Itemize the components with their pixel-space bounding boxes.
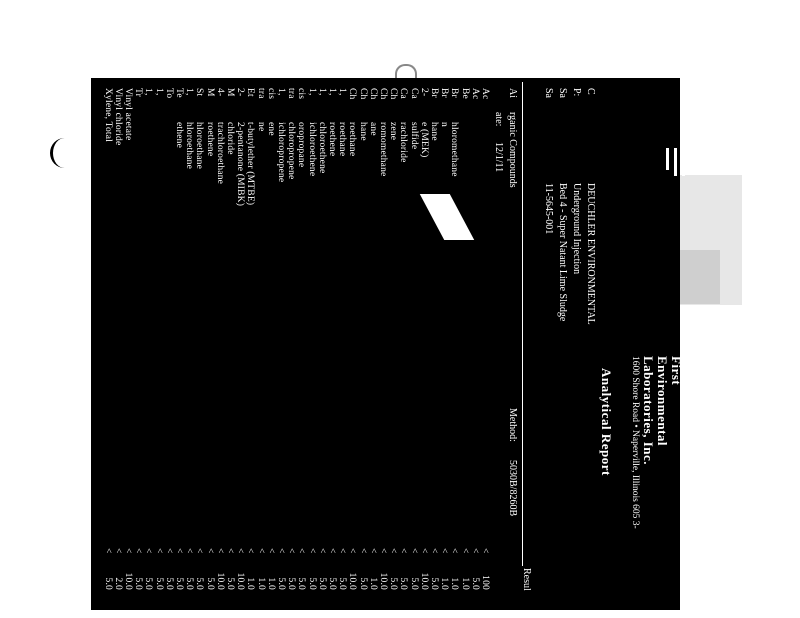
- compound-name-fragment: ne: [255, 122, 266, 132]
- result-qualifier: <: [469, 548, 480, 554]
- compound-name-prefix: 1,: [337, 88, 348, 96]
- result-value: 10.0: [378, 572, 388, 590]
- sample-id-value: Bed 4 - Super Natant Lime Sludge: [557, 183, 568, 322]
- compound-name-fragment: roethene: [327, 122, 337, 157]
- compound-name-prefix: Vinyl acetate: [123, 88, 133, 141]
- compound-name-fragment: zene: [388, 122, 399, 141]
- result-qualifier: <: [388, 548, 399, 554]
- compound-name-prefix: Ch: [388, 88, 399, 100]
- compound-name-prefix: 2-: [418, 88, 429, 97]
- sample-no-label: Sa: [543, 88, 554, 98]
- result-value: 5.0: [327, 577, 337, 590]
- result-qualifier: <: [133, 548, 144, 554]
- compound-name-prefix: Ch: [347, 88, 358, 100]
- lab-name-line-2: Environmental: [655, 356, 670, 447]
- compound-name-fragment: e (MEK): [418, 122, 429, 158]
- compound-name-fragment: chloride: [225, 122, 235, 155]
- compound-name-prefix: tra: [255, 88, 266, 99]
- result-value: 10.0: [123, 572, 133, 590]
- result-value: 1.0: [265, 577, 276, 590]
- result-value: 100: [480, 575, 490, 590]
- compound-name-fragment: roethene: [204, 122, 215, 157]
- compound-name-fragment: hane: [429, 122, 439, 141]
- result-qualifier: <: [398, 548, 409, 554]
- result-qualifier: <: [378, 548, 388, 554]
- result-qualifier: <: [367, 548, 378, 554]
- result-value: 5.0: [388, 577, 399, 590]
- compound-name-prefix: Ch: [378, 88, 388, 100]
- punch-hole-mark: [50, 138, 79, 168]
- header-divider: [522, 82, 523, 566]
- result-value: 5.0: [337, 577, 348, 590]
- compound-name-prefix: 1,: [306, 88, 317, 96]
- compound-name-prefix: Vinyl chloride: [112, 88, 123, 146]
- project-value: Underground Injection: [571, 183, 582, 275]
- result-qualifier: <: [153, 548, 164, 554]
- lab-name-line-1: First: [669, 356, 684, 386]
- result-value: 10.0: [214, 572, 225, 590]
- method-value: 5030B/8260B: [507, 460, 518, 517]
- compound-name-prefix: 2-: [235, 88, 246, 97]
- compound-name-prefix: Et: [245, 88, 256, 97]
- compound-name-prefix: cis: [265, 88, 276, 100]
- compound-name-prefix: Br: [449, 88, 460, 98]
- result-value: 5.0: [225, 577, 235, 590]
- result-value: 5.0: [102, 577, 113, 590]
- compound-name-fragment: rachloride: [398, 122, 409, 163]
- result-qualifier: <: [255, 548, 266, 554]
- result-value: 5.0: [174, 577, 184, 590]
- compound-name-fragment: hane: [357, 122, 368, 141]
- result-qualifier: <: [225, 548, 235, 554]
- compound-name-prefix: Tr: [133, 88, 144, 98]
- result-value: 5.0: [184, 577, 195, 590]
- analysis-label: Ai: [507, 88, 518, 98]
- result-value: 2.0: [112, 577, 123, 590]
- result-value: 5.0: [286, 577, 297, 590]
- compound-name-fragment: hloroethane: [194, 122, 205, 170]
- result-qualifier: <: [204, 548, 215, 554]
- project-label: P:: [571, 88, 582, 97]
- result-value: 5.0: [143, 577, 154, 590]
- compound-name-fragment: ichloroethene: [306, 122, 317, 177]
- compound-name-prefix: Ac: [469, 88, 480, 100]
- logo-mark-1: [682, 148, 685, 176]
- result-value: 5.0: [408, 577, 419, 590]
- compound-name-fragment: ethene: [174, 122, 184, 148]
- logo-mark-2: [674, 148, 677, 176]
- compound-name-fragment: ane: [367, 122, 378, 136]
- result-value: 1.0: [449, 577, 460, 590]
- result-value: 5.0: [133, 577, 144, 590]
- result-qualifier: <: [245, 548, 256, 554]
- result-qualifier: <: [143, 548, 154, 554]
- compound-name-prefix: tra: [286, 88, 297, 99]
- result-qualifier: <: [276, 548, 286, 554]
- sample-id-label: Sa: [557, 88, 568, 98]
- result-value: 5.0: [296, 577, 307, 590]
- result-value: 5.0: [429, 577, 439, 590]
- result-qualifier: <: [194, 548, 205, 554]
- result-qualifier: <: [316, 548, 327, 554]
- date-value: 12/1/11: [493, 142, 504, 173]
- result-value: 10.0: [347, 572, 358, 590]
- compound-name-fragment: ene: [265, 122, 276, 136]
- result-qualifier: <: [184, 548, 195, 554]
- lab-name-line-3: Laboratories, Inc.: [641, 356, 656, 466]
- compound-name-fragment: roethane: [347, 122, 358, 157]
- result-value: 5.0: [204, 577, 215, 590]
- compound-name-prefix: Ca: [398, 88, 409, 99]
- result-qualifier: <: [327, 548, 337, 554]
- result-qualifier: <: [449, 548, 460, 554]
- result-qualifier: <: [429, 548, 439, 554]
- result-qualifier: <: [296, 548, 307, 554]
- compound-name-fragment: hloroethane: [184, 122, 195, 170]
- compound-name-prefix: Ch: [367, 88, 378, 100]
- result-qualifier: <: [112, 548, 123, 554]
- result-qualifier: <: [286, 548, 297, 554]
- compound-name-fragment: oropropane: [296, 122, 307, 168]
- client-value: DEUCHLER ENVIRONMENTAL: [585, 183, 596, 325]
- compound-name-fragment: chloroethene: [316, 122, 327, 174]
- compound-name-prefix: 1,: [184, 88, 195, 96]
- lab-address: 1600 Shore Road • Naperville, Illinois 605 3-: [630, 356, 640, 529]
- result-qualifier: <: [265, 548, 276, 554]
- compound-name-prefix: M: [204, 88, 215, 97]
- result-value: 1.0: [459, 577, 470, 590]
- client-label: C: [585, 88, 596, 95]
- result-value: 10.0: [235, 572, 246, 590]
- result-value: 10.0: [418, 572, 429, 590]
- result-value: 5.0: [194, 577, 205, 590]
- compound-name-prefix: Be: [459, 88, 470, 99]
- result-value: 5.0: [276, 577, 286, 590]
- compound-name-prefix: Br: [439, 88, 450, 98]
- result-qualifier: <: [163, 548, 174, 554]
- rotated-report-content: [102, 78, 691, 610]
- compound-name-prefix: Ac: [480, 88, 490, 100]
- compound-name-prefix: To: [163, 88, 174, 99]
- report-title: Analytical Report: [599, 368, 614, 476]
- compound-name-prefix: cis: [296, 88, 307, 100]
- method-label: Method:: [507, 408, 518, 442]
- result-qualifier: <: [174, 548, 184, 554]
- result-value: 5.0: [469, 577, 480, 590]
- compound-name-fragment: trachloroethane: [214, 122, 225, 185]
- compound-name-prefix: 1,: [327, 88, 337, 96]
- result-qualifier: <: [459, 548, 470, 554]
- compound-name-fragment: roethane: [337, 122, 348, 157]
- compound-name-prefix: 1,: [276, 88, 286, 96]
- result-value: 5.0: [306, 577, 317, 590]
- sample-no-value: 11-5645-001: [543, 183, 554, 235]
- result-qualifier: <: [214, 548, 225, 554]
- result-qualifier: <: [418, 548, 429, 554]
- compound-name-prefix: Ch: [357, 88, 368, 100]
- result-qualifier: <: [480, 548, 490, 554]
- result-qualifier: <: [123, 548, 133, 554]
- result-qualifier: <: [337, 548, 348, 554]
- result-value: 5.0: [316, 577, 327, 590]
- compound-name-fragment: romomethane: [378, 122, 388, 177]
- result-value: 1.0: [367, 577, 378, 590]
- compound-name-fragment: hloromethane: [449, 122, 460, 177]
- compound-name-prefix: 1,: [143, 88, 154, 96]
- result-qualifier: <: [439, 548, 450, 554]
- compound-name-prefix: 1,: [153, 88, 164, 96]
- results-label: Resul: [521, 568, 532, 591]
- compound-name-fragment: n: [439, 122, 450, 127]
- analysis-value: rganic Compounds: [507, 112, 518, 188]
- compound-name-fragment: 2-pentanone (MIBK): [235, 122, 246, 207]
- result-qualifier: <: [347, 548, 358, 554]
- result-qualifier: <: [235, 548, 246, 554]
- compound-name-prefix: Br: [429, 88, 439, 98]
- compound-name-prefix: Te: [174, 88, 184, 98]
- compound-name-prefix: St: [194, 88, 205, 97]
- result-value: 1.0: [255, 577, 266, 590]
- result-qualifier: <: [102, 548, 113, 554]
- result-value: 5.0: [357, 577, 368, 590]
- compound-name-fragment: sulfide: [408, 122, 419, 150]
- result-qualifier: <: [357, 548, 368, 554]
- date-label: ate:: [493, 112, 504, 127]
- result-value: 1.0: [439, 577, 450, 590]
- logo-mark-3: [666, 148, 669, 170]
- compound-name-fragment: ichloropropene: [276, 122, 286, 183]
- result-qualifier: <: [408, 548, 419, 554]
- result-value: 1.0: [245, 577, 256, 590]
- compound-name-prefix: Xylene, Total: [102, 88, 113, 142]
- compound-name-prefix: 4-: [214, 88, 225, 97]
- result-value: 5.0: [163, 577, 174, 590]
- result-value: 5.0: [153, 577, 164, 590]
- compound-name-prefix: M: [225, 88, 235, 97]
- compound-name-fragment: t-butylether (MTBE): [245, 122, 256, 206]
- result-value: 5.0: [398, 577, 409, 590]
- compound-name-prefix: Ca: [408, 88, 419, 99]
- compound-name-prefix: 1,: [316, 88, 327, 96]
- compound-name-fragment: chloropropene: [286, 122, 297, 180]
- inverted-report-sheet: [91, 78, 684, 610]
- result-qualifier: <: [306, 548, 317, 554]
